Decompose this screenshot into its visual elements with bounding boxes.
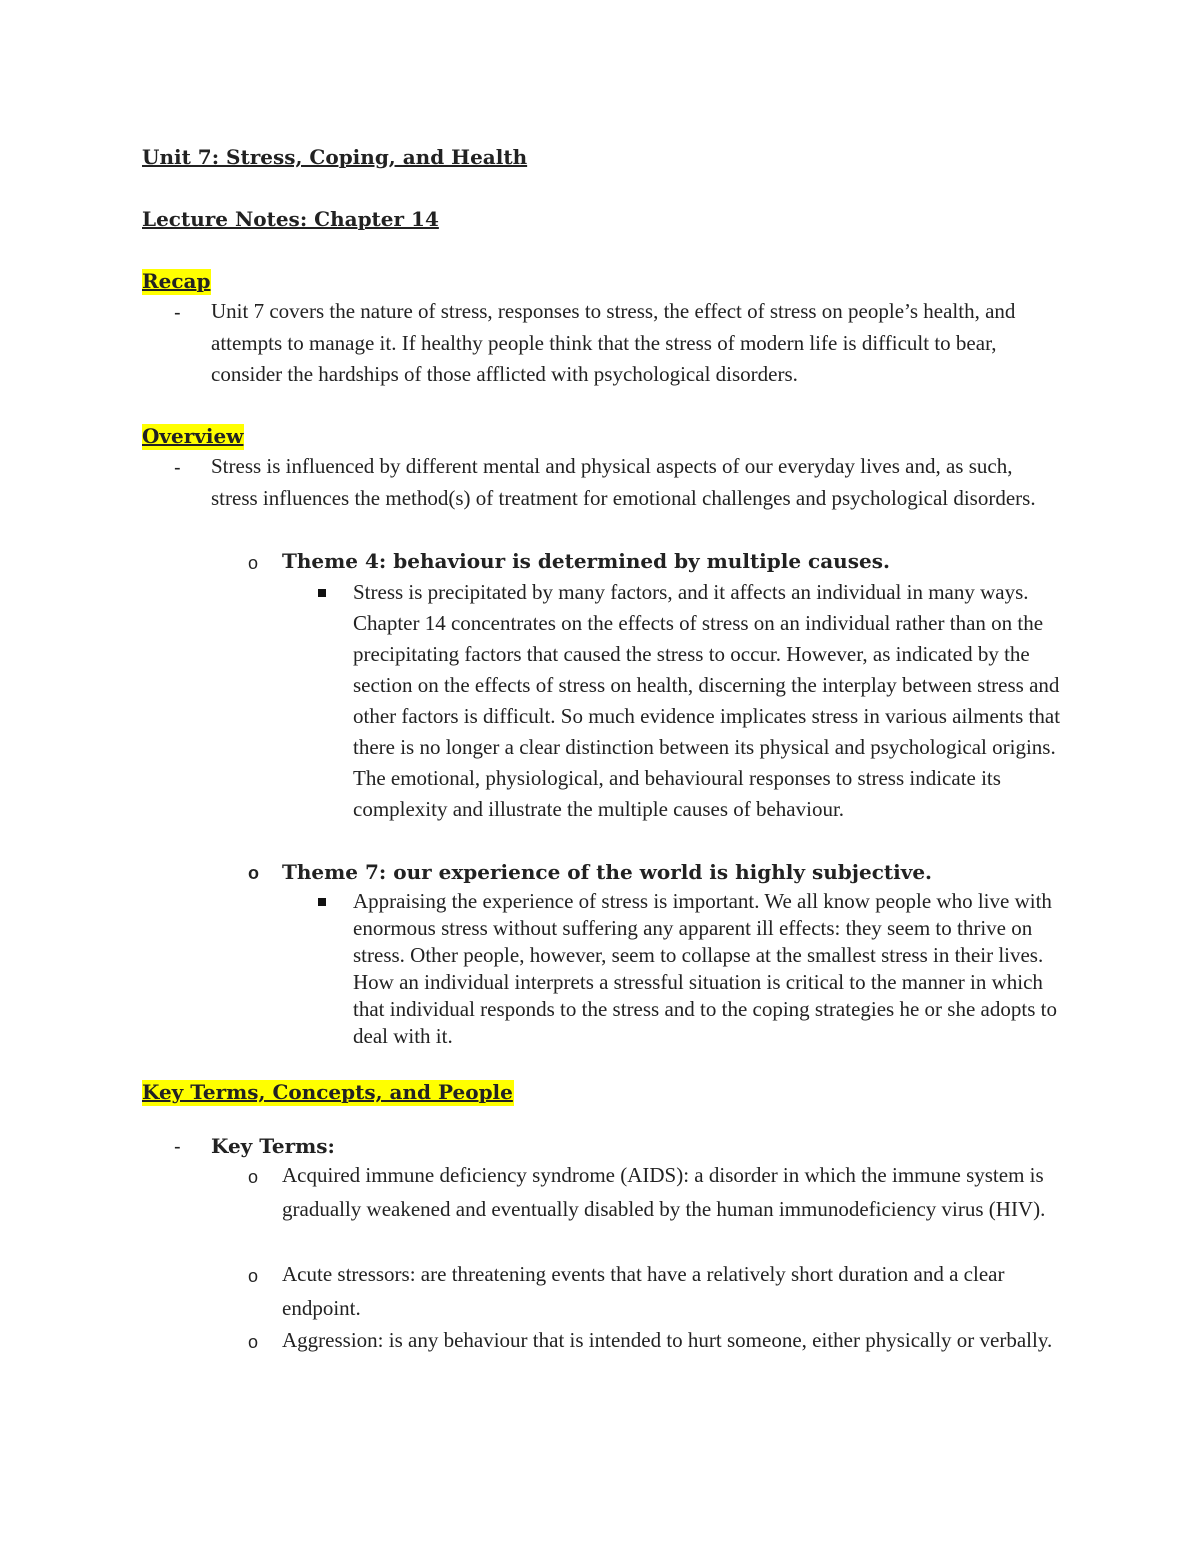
lecture-title: Lecture Notes: Chapter 14: [142, 207, 439, 231]
recap-bullet: -: [174, 302, 181, 324]
theme-7-title: Theme 7: our experience of the world is highly subjective.: [282, 860, 933, 884]
theme-4-marker: o: [248, 553, 259, 573]
key-terms-bullet: -: [174, 1136, 181, 1158]
overview-text: Stress is influenced by different mental and physical aspects of our everyday lives and, as such, stress influences the method(s) of treatment for emotional challenges and psychological disorders.: [211, 454, 1036, 510]
term-2-marker: o: [248, 1266, 259, 1286]
key-terms-heading-text: Key Terms, Concepts, and People: [142, 1080, 513, 1104]
term-acute-stressors: Acute stressors: are threatening events that have a relatively short duration and a clear endpoint.: [282, 1262, 1005, 1320]
overview-bullet: -: [174, 457, 181, 479]
term-3-marker: o: [248, 1332, 259, 1352]
theme-7-detail: Appraising the experience of stress is important. We all know people who live with enormous stress without suffering any apparent ill effects: they seem to thrive on stress. Other people, however, seem to collapse at the smallest stress in their lives. How an individual interprets a stressful situation is critical to the manner in which that individual responds to the stress and to the coping strategies he or she adopts to deal with it.: [353, 889, 1057, 1048]
key-terms-label: Key Terms:: [211, 1134, 335, 1158]
term-aggression: Aggression: is any behaviour that is intended to hurt someone, either physically or verbally.: [282, 1328, 1053, 1352]
recap-text: Unit 7 covers the nature of stress, responses to stress, the effect of stress on people’s health, and attempts to manage it. If healthy people think that the stress of modern life is difficult to bear, consider the hardships of those afflicted with psychological disorders.: [211, 299, 1016, 386]
term-1-marker: o: [248, 1167, 259, 1187]
theme-7-marker: o: [248, 863, 259, 883]
overview-heading-text: Overview: [142, 424, 244, 448]
term-aids: Acquired immune deficiency syndrome (AIDS): a disorder in which the immune system is gradually weakened and eventually disabled by the human immunodeficiency virus (HIV).: [282, 1163, 1046, 1221]
theme-7-square-bullet: [318, 898, 326, 906]
theme-4-detail: Stress is precipitated by many factors, and it affects an individual in many ways. Chapter 14 concentrates on the effects of stress on an individual rather than on the precipitating factors that caused the stress to occur. However, as indicated by the section on the effects of stress on health, discerning the interplay between stress and other factors is difficult. So much evidence implicates stress in various ailments that there is no longer a clear distinction between its physical and psychological origins. The emotional, physiological, and behavioural responses to stress indicate its complexity and illustrate the multiple causes of behaviour.: [353, 580, 1061, 821]
recap-heading-text: Recap: [142, 269, 211, 293]
unit-title: Unit 7: Stress, Coping, and Health: [142, 145, 528, 169]
overview-heading: [142, 426, 244, 446]
key-terms-heading: [142, 1082, 514, 1102]
recap-heading: [142, 271, 211, 291]
theme-4-title: Theme 4: behaviour is determined by multiple causes.: [282, 549, 890, 573]
theme-4-square-bullet: [318, 589, 326, 597]
